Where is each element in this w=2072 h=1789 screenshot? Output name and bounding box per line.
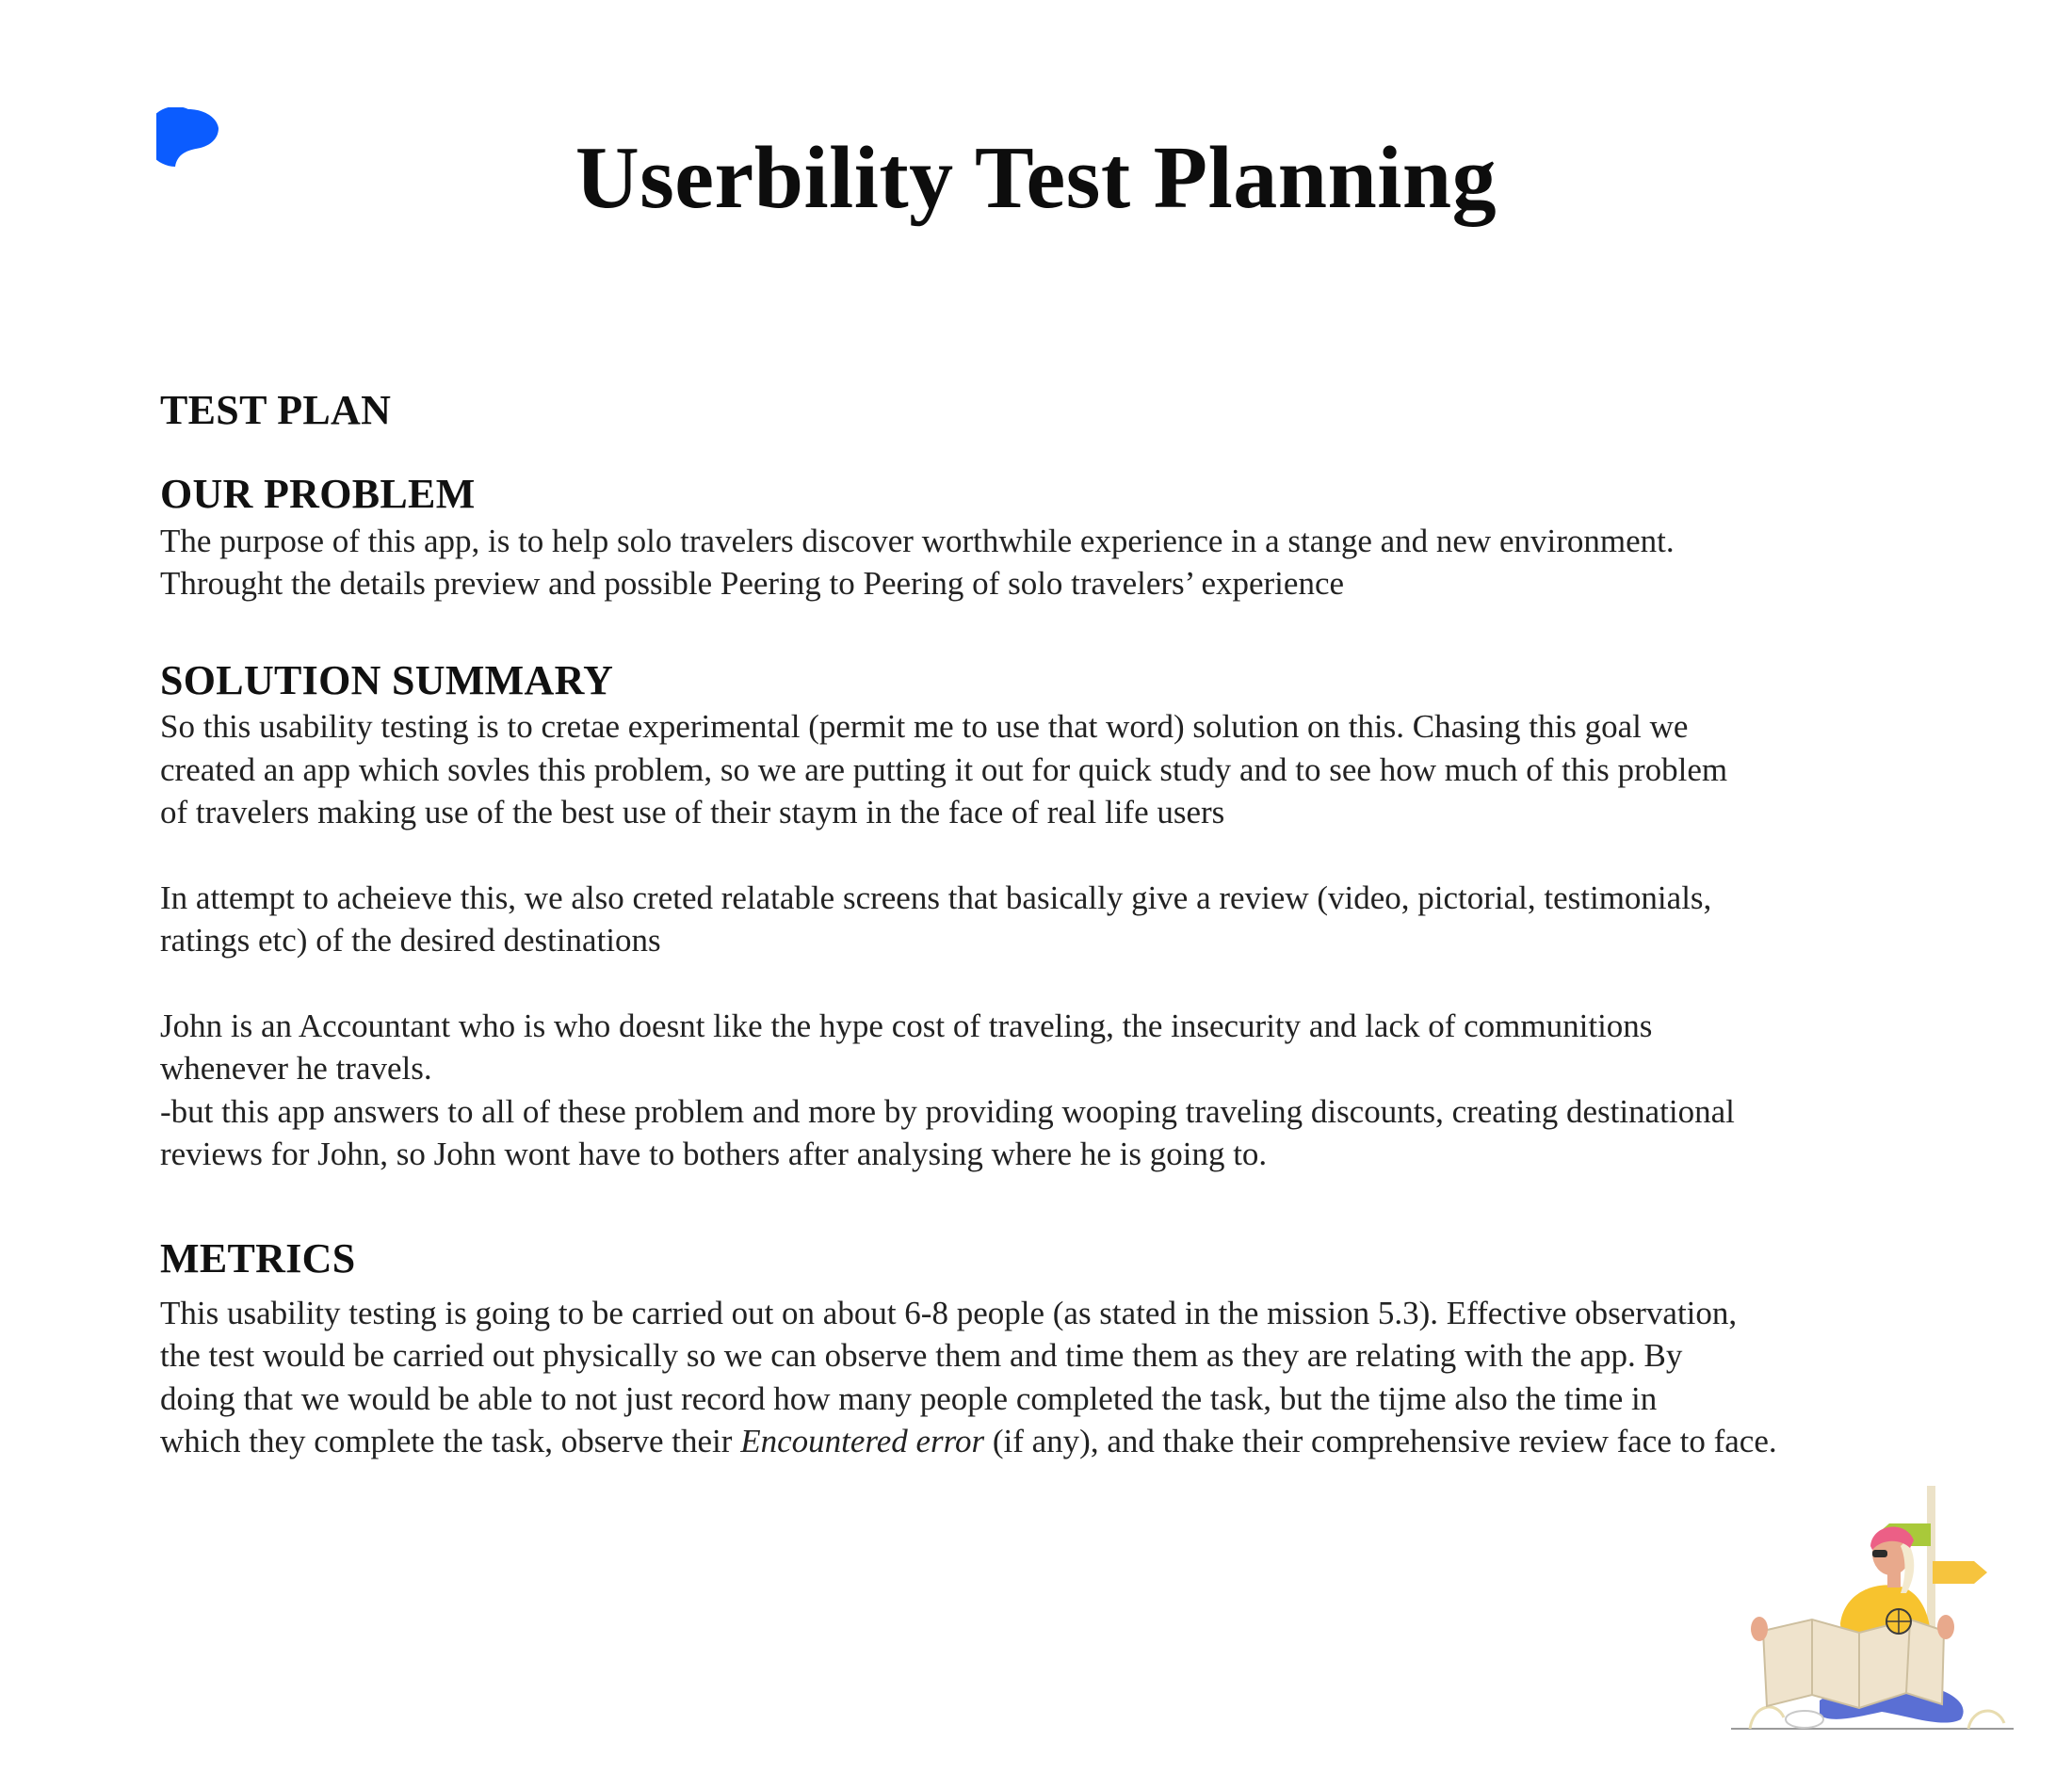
text-line: This usability testing is going to be carried out on about 6-8 people (as stated in the mission 5.3). Effective observation, xyxy=(160,1294,1738,1331)
text-line: In attempt to acheieve this, we also creted relatable screens that basically give a review (video, pictorial, testimonials, xyxy=(160,878,1712,916)
text-line: The purpose of this app, is to help solo travelers discover worthwhile experience in a stange and new environment. xyxy=(160,522,1675,559)
text-line: doing that we would be able to not just record how many people completed the task, but the tijme also the time in xyxy=(160,1379,1658,1417)
text-line xyxy=(160,1420,1950,1463)
text-line: of travelers making use of the best use of their staym in the face of real life users xyxy=(160,794,1225,831)
text-line: So this usability testing is to cretae experimental (permit me to use that word) solution on this. Chasing this goal we xyxy=(160,708,1689,746)
text-line: Throught the details preview and possible Peering to Peering of solo travelers’ experience xyxy=(160,565,1345,603)
text-line: ratings etc) of the desired destinations xyxy=(160,922,661,959)
page-title: Userbility Test Planning xyxy=(575,129,1497,227)
text-line: the test would be carried out physically so we can observe them and time them as they are relating with the app. By xyxy=(160,1337,1683,1375)
traveler-with-map-illustration xyxy=(1722,1482,2023,1736)
metrics-heading: METRICS xyxy=(160,1234,356,1281)
text-line: John is an Accountant who is who doesnt like the hype cost of traveling, the insecurity and lack of communitions xyxy=(160,1007,1653,1044)
encountered-error-emphasis: Encountered error xyxy=(740,1423,985,1460)
solution-summary-paragraph-2 xyxy=(160,877,1950,962)
solution-summary-paragraph-1 xyxy=(160,705,1950,834)
our-problem-heading: OUR PROBLEM xyxy=(160,470,476,517)
document-body xyxy=(160,386,1950,1463)
metrics-paragraph xyxy=(160,1292,1950,1463)
text-line: whenever he travels. xyxy=(160,1050,432,1088)
solution-summary-paragraph-3 xyxy=(160,1005,1950,1176)
text-line: -but this app answers to all of these problem and more by providing wooping traveling discounts, creating destinational xyxy=(160,1092,1735,1130)
text-segment: (if any), and thake their comprehensive review face to face. xyxy=(984,1423,1777,1460)
our-problem-paragraph xyxy=(160,520,1950,605)
test-plan-heading: TEST PLAN xyxy=(160,387,392,433)
text-line: created an app which sovles this problem, so we are putting it out for quick study and to see how much of this problem xyxy=(160,750,1728,788)
text-line: reviews for John, so John wont have to bothers after analysing where he is going to. xyxy=(160,1136,1268,1173)
text-segment: which they complete the task, observe their xyxy=(160,1423,741,1460)
solution-summary-heading: SOLUTION SUMMARY xyxy=(160,656,614,703)
